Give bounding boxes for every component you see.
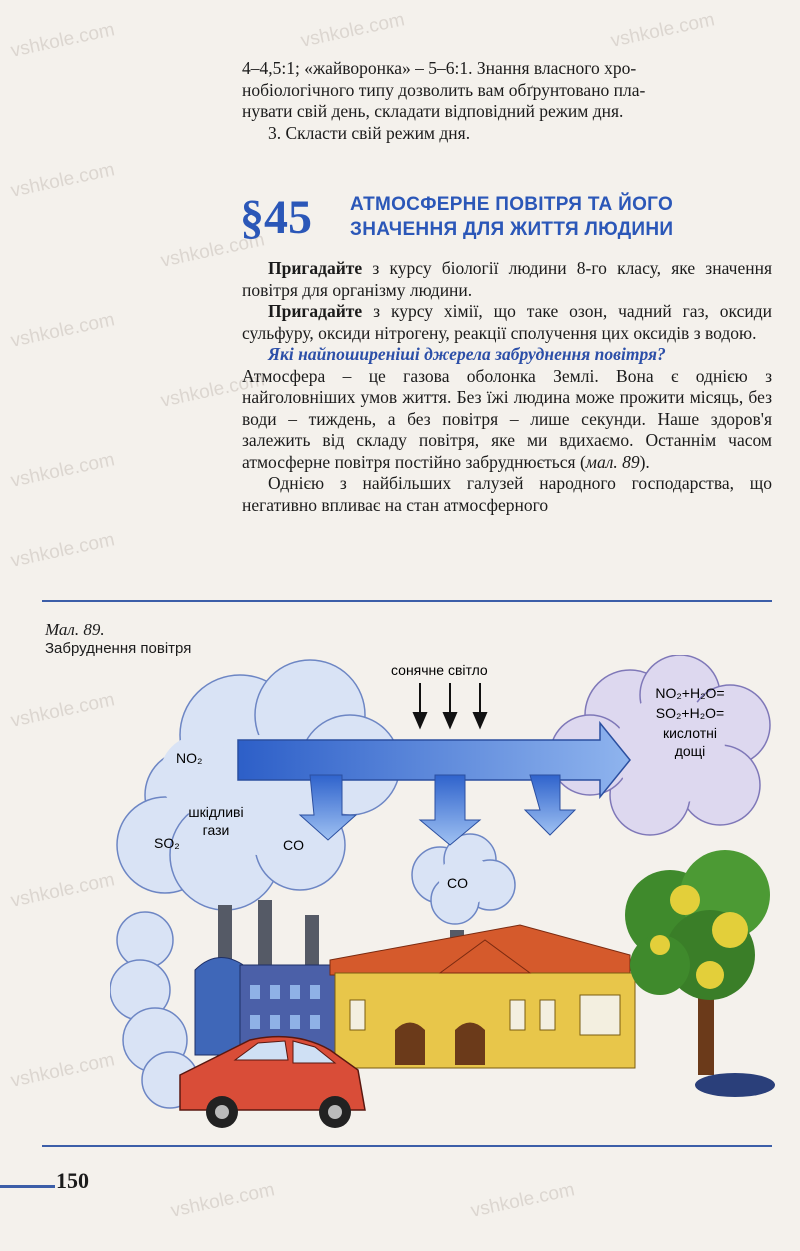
pollution-illustration <box>110 655 775 1135</box>
sunlight-label: сонячне світло <box>391 662 488 678</box>
watermark: vshkole.com <box>8 1049 117 1092</box>
harmful-gases-label: гази <box>202 822 230 838</box>
keyword: Пригадайте <box>268 258 363 278</box>
paragraph-text: Атмосфера – це газова оболонка Землі. Вона є однією з найголовніших умов життя. Без їжі людина може прожити місяць, без води – тиждень, а без повітря – лише секунди. Наше здоров'я залежить від складу повітря, яке ми вдихаємо. Останнім часом атмосферне повітря постійно забруднюється ( <box>242 365 772 472</box>
divider <box>42 600 772 602</box>
divider <box>42 1145 772 1147</box>
paragraph <box>242 258 772 301</box>
question-heading: Які найпоширеніші джерела забруднення повітря? <box>268 344 666 364</box>
watermark: vshkole.com <box>8 449 117 492</box>
text-line: 4–4,5:1; «жайворонка» – 5–6:1. Знання власного хро- <box>242 58 637 78</box>
watermark: vshkole.com <box>8 159 117 202</box>
page-number: 150 <box>56 1168 89 1193</box>
watermark: vshkole.com <box>8 869 117 912</box>
top-text <box>242 58 772 144</box>
watermark: vshkole.com <box>468 1179 577 1222</box>
reaction-label: SO₂+H₂O= <box>655 705 725 721</box>
figure-caption: Забруднення повітря <box>45 640 192 657</box>
watermark: vshkole.com <box>158 369 267 412</box>
section-title-line: АТМОСФЕРНЕ ПОВІТРЯ ТА ЙОГО <box>350 194 674 215</box>
text-line: 3. Скласти свій режим дня. <box>268 122 471 143</box>
section-title-line: ЗНАЧЕННЯ ДЛЯ ЖИТТЯ ЛЮДИНИ <box>350 219 674 240</box>
factory <box>195 900 335 1060</box>
figure-ref: мал. 89 <box>585 451 640 472</box>
paragraph-text: з курсу хімії, що таке озон, чадний газ, оксиди сульфуру, оксиди нітрогену, реакції сполучення цих оксидів з водою. <box>242 301 772 343</box>
watermark: vshkole.com <box>298 9 407 52</box>
watermark: vshkole.com <box>8 689 117 732</box>
co-label: CO <box>283 837 304 853</box>
watermark: vshkole.com <box>158 229 267 272</box>
text-line: нобіологічного типу дозволить вам обґрунтовано пла- <box>242 79 646 100</box>
sunlight-arrows <box>414 683 486 727</box>
co-house-label: CO <box>447 875 468 891</box>
harmful-gases-label: шкідливі <box>188 804 244 820</box>
no2-label: NO₂ <box>176 750 203 766</box>
watermark: vshkole.com <box>8 19 117 62</box>
section-heading <box>240 190 780 252</box>
paragraph: Однією з найбільших галузей народного господарства, що негативно впливає на стан атмосферного <box>242 473 772 515</box>
keyword: Пригадайте <box>268 301 363 321</box>
house <box>330 925 635 1068</box>
reaction-label: NO₂+H₂O= <box>655 685 725 701</box>
watermark: vshkole.com <box>8 309 117 352</box>
acid-rain-label: дощі <box>674 743 706 759</box>
watermark: vshkole.com <box>168 1179 277 1222</box>
paragraph-text: з курсу біології людини 8-го класу, яке значення повітря для організму людини. <box>242 258 772 300</box>
tree <box>625 850 775 1097</box>
acid-rain-label: кислотні <box>662 725 718 741</box>
watermark: vshkole.com <box>8 529 117 572</box>
text-line: нувати свій день, складати відповідний режим дня. <box>242 101 624 121</box>
section-number: §45 <box>240 191 312 244</box>
left-smoke-cloud <box>117 660 400 910</box>
paragraph <box>242 366 772 474</box>
page-number-rule <box>0 1185 55 1188</box>
body-text <box>242 258 772 516</box>
section-title <box>350 192 673 242</box>
so2-label: SO₂ <box>154 835 180 851</box>
watermark: vshkole.com <box>608 9 717 52</box>
figure-label: Мал. 89. <box>45 620 105 639</box>
paragraph <box>242 301 772 344</box>
paragraph-text: ). <box>639 451 650 472</box>
